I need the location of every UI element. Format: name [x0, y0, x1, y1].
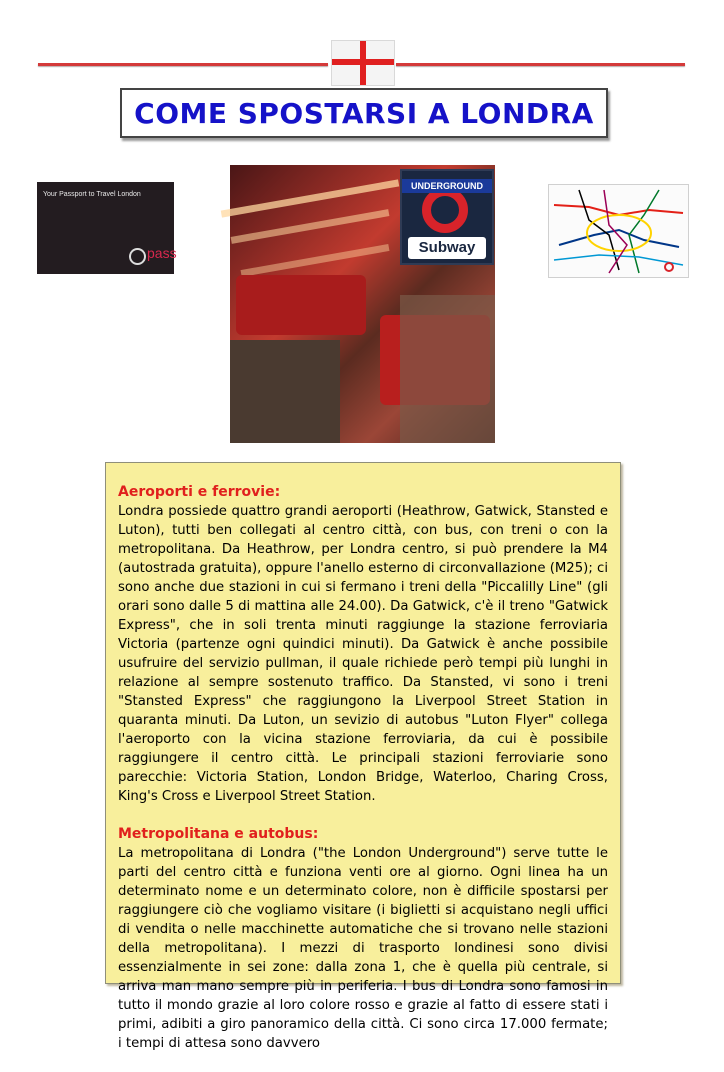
england-flag-icon: [331, 40, 395, 86]
underground-sign-icon: [400, 169, 494, 265]
title-box: [120, 88, 608, 138]
underground-label: UNDERGROUND: [402, 179, 492, 193]
section-text-airports: Londra possiede quattro grandi aeroporti (Heathrow, Gatwick, Stansted e Luton), tutti ben collegati al centro città, con bus, con treni o con la metropolitana. Da Heathrow, per Londra centro, si può prendere la M4 (autostrada gratuita), oppure l'anello esterno di circonvallazione (M25); ci sono anche due stazioni in cui si fermano i treni della "Piccalilly Line" (gli orari sono dalle 5 di mattina alle 24.00). Da Gatwick, c'è il treno "Gatwick Express", che in soli trenta minuti raggiunge la stazione ferroviaria Victoria (partenze ogni quindici minuti). Da Gatwick è anche possibile usufruire del servizio pullman, il quale richiede però tempi più lunghi in relazione al sempre sostenuto traffico. Da Stansted, vi sono i treni "Stansted Express" che raggiungono la Liverpool Street Station in quaranta minuti. Da Luton, un sevizio di autobus "Luton Flyer" collega l'aeroporto con la vicina stazione ferroviaria, da cui è possibile raggiungere il centro città. Le principali stazioni ferroviarie sono parecchie: Victoria Station, London Bridge, Waterloo, Charing Cross, King's Cross e Liverpool Street Station.: [118, 504, 608, 804]
content-body: [118, 483, 608, 1072]
travel-pass-image: [37, 182, 177, 274]
section-text-metro: La metropolitana di Londra ("the London Underground") serve tutte le parti del centro città e funziona venti ore al giorno. Ogni linea ha un determinato nome e un determinato colore, non è difficile spostarsi per raggiungere ciò che vogliamo visitare (i biglietti si acquistano negli uffici di vendita o nelle macchinette automatiche che si trovano nelle stazioni della metropolitana). I mezzi di trasporto londinesi sono divisi essenzialmente in sei zone: dalla zona 1, che è quella più centrale, si arriva man mano sempre più in periferia. I bus di Londra sono famosi in tutto il mondo grazie al loro colore rosso e grazie al fatto di essere stati i primi, adibiti a giro panoramico della città. Ci sono circa 17.000 fermate; i tempi di attesa sono davvero: [118, 846, 608, 1051]
section-heading-airports: Aeroporti e ferrovie:: [118, 484, 281, 500]
header-rule-left: [38, 63, 328, 66]
pass-word: pass: [147, 245, 177, 261]
london-collage-image: [230, 165, 495, 443]
header-rule-right: [396, 63, 685, 66]
tube-map-image: [548, 184, 689, 278]
pass-tagline: Your Passport to Travel London: [43, 191, 141, 198]
subway-label: Subway: [408, 237, 486, 259]
pass-logo-icon: [129, 248, 146, 265]
section-heading-metro: Metropolitana e autobus:: [118, 826, 319, 842]
content-box: [105, 462, 621, 1051]
page-title: COME SPOSTARSI A LONDRA: [134, 96, 594, 130]
